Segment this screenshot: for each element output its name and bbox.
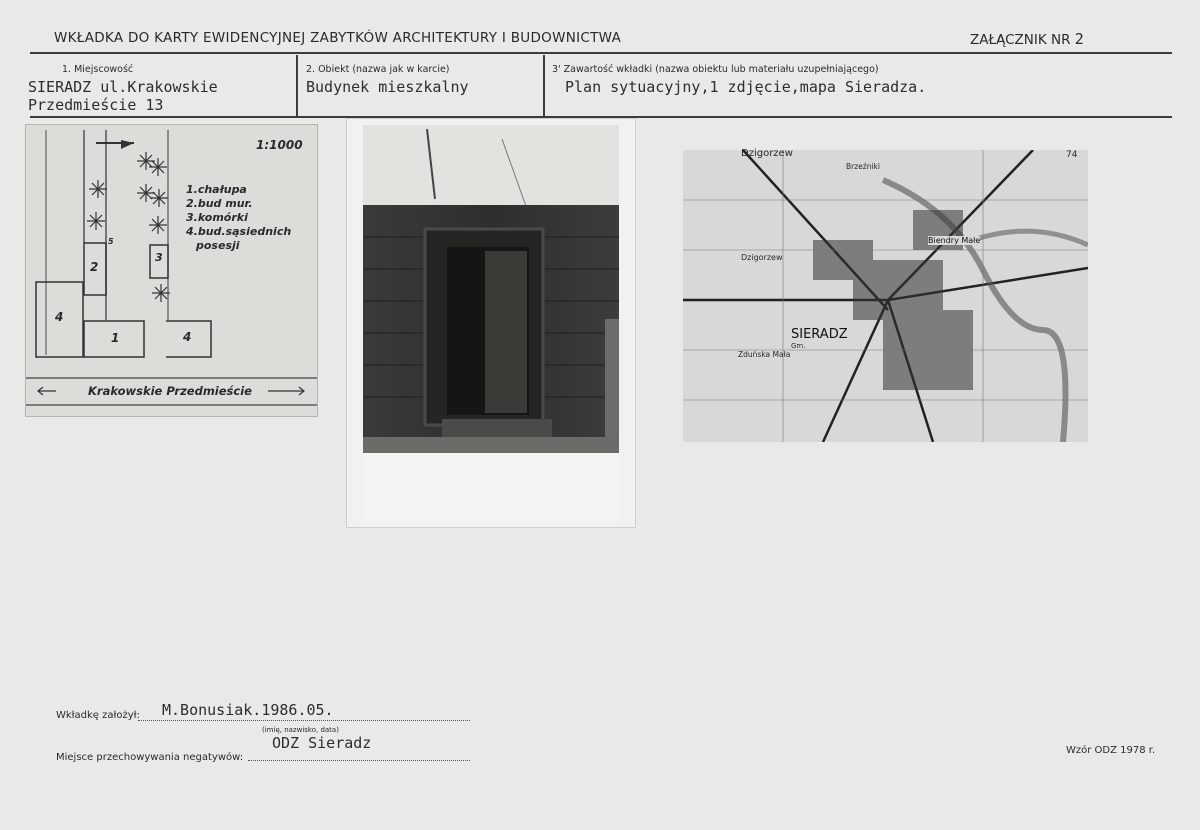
column-divider-1 [296, 55, 298, 117]
form-title: WKŁADKA DO KARTY EWIDENCYJNEJ ZABYTKÓW ARCHITEKTURY I BUDOWNICTWA [54, 30, 622, 46]
author-dotted-line [138, 720, 470, 721]
map-label-zdunska: Zduńska Mała [738, 350, 791, 359]
legend-item-3: 3.komórki [186, 211, 248, 224]
contents-value: Plan sytuacyjny,1 zdjęcie,mapa Sieradza. [565, 78, 927, 96]
contents-label: 3' Zawartość wkładki (nazwa obiektu lub materiału uzupełniającego) [552, 64, 879, 75]
building-4-left-number: 4 [55, 310, 64, 324]
place-value-line2: Przedmieście 13 [28, 96, 164, 114]
author-hint: (imię, nazwisko, data) [262, 726, 339, 734]
author-label: Wkładkę założył: [56, 710, 140, 721]
place-value-line1: SIERADZ ul.Krakowskie [28, 78, 218, 96]
attachment-number: 2 [1074, 30, 1084, 48]
site-plan-drawing [26, 125, 317, 416]
building-2-number: 2 [90, 260, 99, 274]
form-code: Wzór ODZ 1978 r. [1066, 745, 1156, 756]
tree-icons [87, 152, 170, 302]
map-label-dzigorzew-top: Dzigorzew [741, 148, 793, 159]
plan-legend [186, 183, 291, 253]
map-label-sieradz: SIERADZ [791, 327, 848, 342]
map-label-dzigorzew: Dzigorzew [741, 253, 783, 262]
map-label-gm: Gm. [791, 342, 806, 350]
attachment-label [970, 30, 1084, 48]
object-value: Budynek mieszkalny [306, 78, 469, 96]
map-drawing [683, 150, 1088, 442]
place-label: 1. Miejscowość [62, 64, 134, 75]
storage-dotted-line [248, 760, 470, 761]
map-label-brzezniki: Brzeźniki [846, 162, 880, 171]
legend-item-5: posesji [196, 239, 240, 252]
plan-scale: 1:1000 [256, 138, 303, 152]
site-plan [25, 124, 318, 417]
map-grid-number: 74 [1066, 150, 1078, 160]
header-rule [30, 52, 1172, 54]
storage-value: ODZ Sieradz [272, 734, 372, 752]
legend-item-2: 2.bud mur. [186, 197, 253, 210]
street-name: Krakowskie Przedmieście [88, 384, 252, 398]
building-photo [346, 118, 636, 528]
author-value: M.Bonusiak.1986.05. [162, 701, 334, 719]
building-5-number: 5 [108, 237, 114, 246]
legend-item-4: 4.bud.sąsiednich [186, 225, 292, 238]
photo-doorway [347, 119, 635, 527]
object-label: 2. Obiekt (nazwa jak w karcie) [306, 64, 450, 75]
storage-label: Miejsce przechowywania negatywów: [56, 752, 244, 763]
building-1-number: 1 [111, 331, 120, 345]
city-map [683, 150, 1088, 442]
map-label-biendry: Biendry Małe [928, 236, 981, 245]
attachment-label-text: ZAŁĄCZNIK NR [970, 32, 1071, 48]
column-divider-2 [543, 55, 545, 117]
building-3-number: 3 [155, 251, 163, 264]
legend-item-1: 1.chałupa [186, 183, 247, 196]
building-4-right-number: 4 [183, 330, 192, 344]
